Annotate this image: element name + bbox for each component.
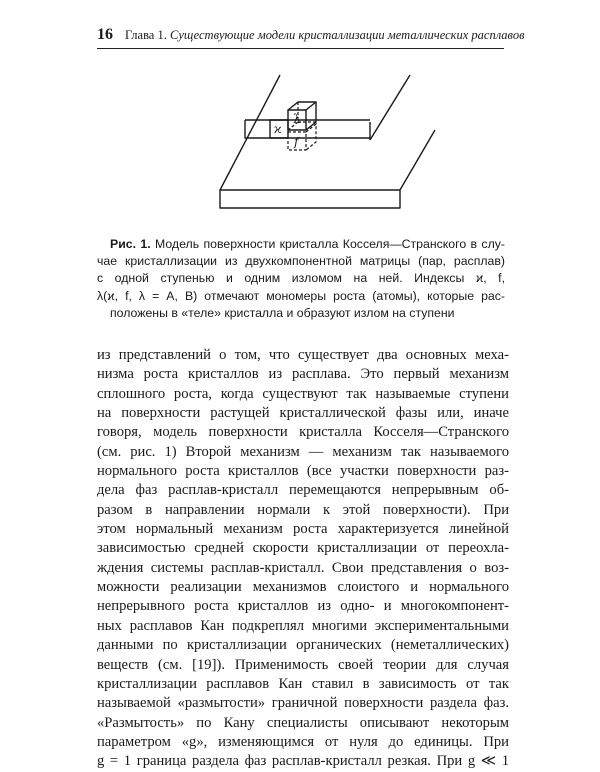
label-kappa: ϰ bbox=[274, 122, 282, 136]
page-number: 16 bbox=[97, 26, 113, 43]
body-line: разом в направлении нормали к этой поверхности). При bbox=[97, 501, 509, 518]
body-line: ждения системы расплав-кристалл. Свои представления о воз- bbox=[97, 559, 509, 576]
caption-line bbox=[97, 236, 505, 253]
chapter-title: Существующие модели кристаллизации металлических расплавов bbox=[169, 28, 525, 42]
body-line: называемой «размытости» граничной поверхности раздела фаз. bbox=[97, 695, 509, 712]
running-header bbox=[97, 26, 525, 49]
chapter-heading bbox=[125, 28, 525, 43]
body-line: параметром «g», изменяющимся от нуля до единицы. При bbox=[97, 733, 509, 750]
body-line: непрерывного роста кристаллов из одно- и многокомпонент- bbox=[97, 598, 509, 615]
caption-line: чае кристаллизации из двухкомпонентной матрицы (пар, расплав) bbox=[97, 254, 505, 269]
body-line: говоря, модель поверхности кристалла Косселя—Странского bbox=[97, 424, 509, 441]
body-line: (см. рис. 1) Второй механизм — механизм так называемого bbox=[97, 443, 509, 460]
body-line: данными по кристаллизации органических (неметаллических) bbox=[97, 637, 509, 654]
chapter-label: Глава 1. bbox=[125, 28, 167, 42]
body-line: сплошного роста, когда существуют так называемые ступени bbox=[97, 385, 509, 402]
body-line: нормального роста кристаллов (все участки поверхности раз- bbox=[97, 463, 509, 480]
body-line: этом нормальный механизм роста характеризуется линейной bbox=[97, 521, 509, 538]
body-line: зависимостью средней скорости кристаллизации от переохла- bbox=[97, 540, 509, 557]
caption-line: λ(ϰ, f, λ = A, B) отмечают мономеры роста (атомы), которые рас- bbox=[97, 288, 505, 303]
caption-line-text: Модель поверхности кристалла Косселя—Странского в слу- bbox=[154, 237, 505, 251]
body-line: из представлений о том, что существует два основных меха- bbox=[97, 347, 509, 363]
label-lambda: λ bbox=[293, 112, 301, 126]
caption-line: с одной ступенью и одним изломом на ней. Индексы ϰ, f, bbox=[97, 271, 505, 286]
body-line: g = 1 граница раздела фаз расплав-кристалл резкая. При g ≪ 1 bbox=[97, 753, 509, 770]
body-line: низма роста кристаллов из расплава. Это первый механизм bbox=[97, 366, 509, 383]
body-line: кристаллизации расплавов Кан ставил в зависимость от так bbox=[97, 675, 509, 692]
body-line: дела фаз расплав-кристалл перемещаются непрерывным об- bbox=[97, 482, 509, 499]
body-text bbox=[97, 346, 509, 772]
caption-line: положены в «теле» кристалла и образуют излом на ступени bbox=[110, 305, 455, 320]
body-line: «Размытость» по Кану специалисты описывают некоторым bbox=[97, 714, 509, 731]
caption-label: Рис. 1. bbox=[110, 237, 151, 251]
figure-caption bbox=[97, 236, 505, 322]
body-line: ных расплавов Кан подкреплял многими экспериментальными bbox=[97, 617, 509, 634]
slab-top-face bbox=[220, 75, 435, 208]
label-f: f bbox=[294, 135, 299, 149]
body-line: веществ (см. [19]). Применимость своей теории для случая bbox=[97, 656, 509, 673]
body-line: можности реализации механизмов слоистого и нормального bbox=[97, 579, 509, 596]
body-line: на поверхности растущей кристаллической фазы или, иначе bbox=[97, 405, 509, 422]
upper-terrace bbox=[370, 75, 410, 140]
